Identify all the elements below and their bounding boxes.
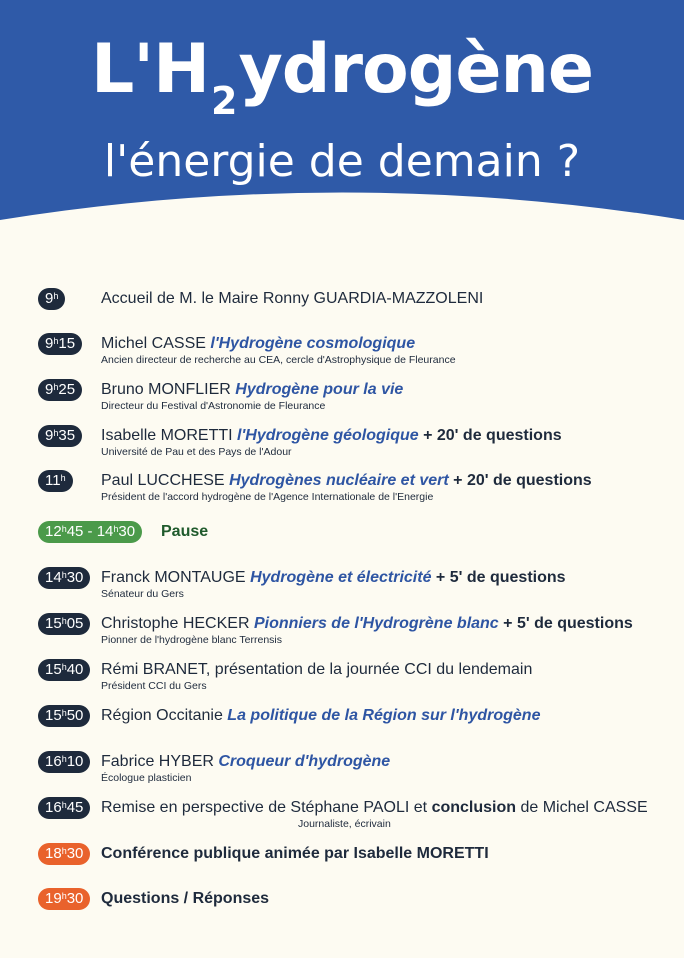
speaker-description: Pionner de l'hydrogène blanc Terrensis: [101, 634, 283, 646]
time-badge: 16$^h$10: [38, 751, 90, 773]
speaker-description: Sénateur du Gers: [101, 588, 184, 600]
time-badge: 15$^h$05: [38, 613, 90, 635]
session-title: Accueil de M. le Maire Ronny GUARDIA-MAZZOLENI: [101, 290, 484, 307]
speaker-description: Président CCI du Gers: [101, 680, 207, 692]
time-badge: 19$^h$30: [38, 888, 90, 910]
session-title: Fabrice HYBER Croqueur d'hydrogène: [101, 753, 391, 770]
time-badge: 14$^h$30: [38, 567, 90, 589]
page-title: $L'H_2ydrogène$: [90, 30, 594, 123]
session-title: Franck MONTAUGE Hydrogène et électricité + 5' de questions: [101, 569, 566, 586]
time-badge: 9$^h$25: [38, 379, 82, 401]
speaker-description: Journaliste, écrivain: [298, 818, 391, 830]
session-title: Paul LUCCHESE Hydrogènes nucléaire et vert + 20' de questions: [101, 472, 592, 489]
speaker-description: Université de Pau et des Pays de l'Adour: [101, 446, 292, 458]
time-badge: 11$^h$: [38, 470, 73, 492]
session-title: Bruno MONFLIER Hydrogène pour la vie: [101, 381, 404, 398]
time-badge: 9$^h$15: [38, 333, 82, 355]
time-badge: 9$^h$: [38, 288, 65, 310]
time-badge: 12$^h$45 - 14$^h$30: [38, 521, 142, 543]
page-subtitle: l'énergie de demain ?: [103, 136, 581, 187]
header-banner: [0, 0, 684, 250]
session-title: Christophe HECKER Pionniers de l'Hydrogrène blanc + 5' de questions: [101, 615, 633, 632]
time-badge: 16$^h$45: [38, 797, 90, 819]
speaker-description: Écologue plasticien: [101, 772, 192, 784]
session-title: Isabelle MORETTI l'Hydrogène géologique + 20' de questions: [101, 427, 562, 444]
session-title: Remise en perspective de Stéphane PAOLI et conclusion de Michel CASSE: [101, 799, 648, 816]
pause-label: Pause: [161, 523, 209, 540]
speaker-description: Ancien directeur de recherche au CEA, cercle d'Astrophysique de Fleurance: [101, 354, 456, 366]
questions-label: Questions / Réponses: [101, 890, 270, 907]
session-title: Rémi BRANET, présentation de la journée CCI du lendemain: [101, 661, 533, 678]
time-badge: 18$^h$30: [38, 843, 90, 865]
speaker-description: Président de l'accord hydrogène de l'Agence Internationale de l'Energie: [101, 491, 434, 503]
session-title: Michel CASSE l'Hydrogène cosmologique: [101, 335, 416, 352]
time-badge: 15$^h$50: [38, 705, 90, 727]
conference-label: Conférence publique animée par Isabelle MORETTI: [101, 845, 489, 862]
speaker-description: Directeur du Festival d'Astronomie de Fleurance: [101, 400, 326, 412]
time-badge: 9$^h$35: [38, 425, 82, 447]
time-badge: 15$^h$40: [38, 659, 90, 681]
session-title: Région Occitanie La politique de la Région sur l'hydrogène: [101, 707, 541, 724]
